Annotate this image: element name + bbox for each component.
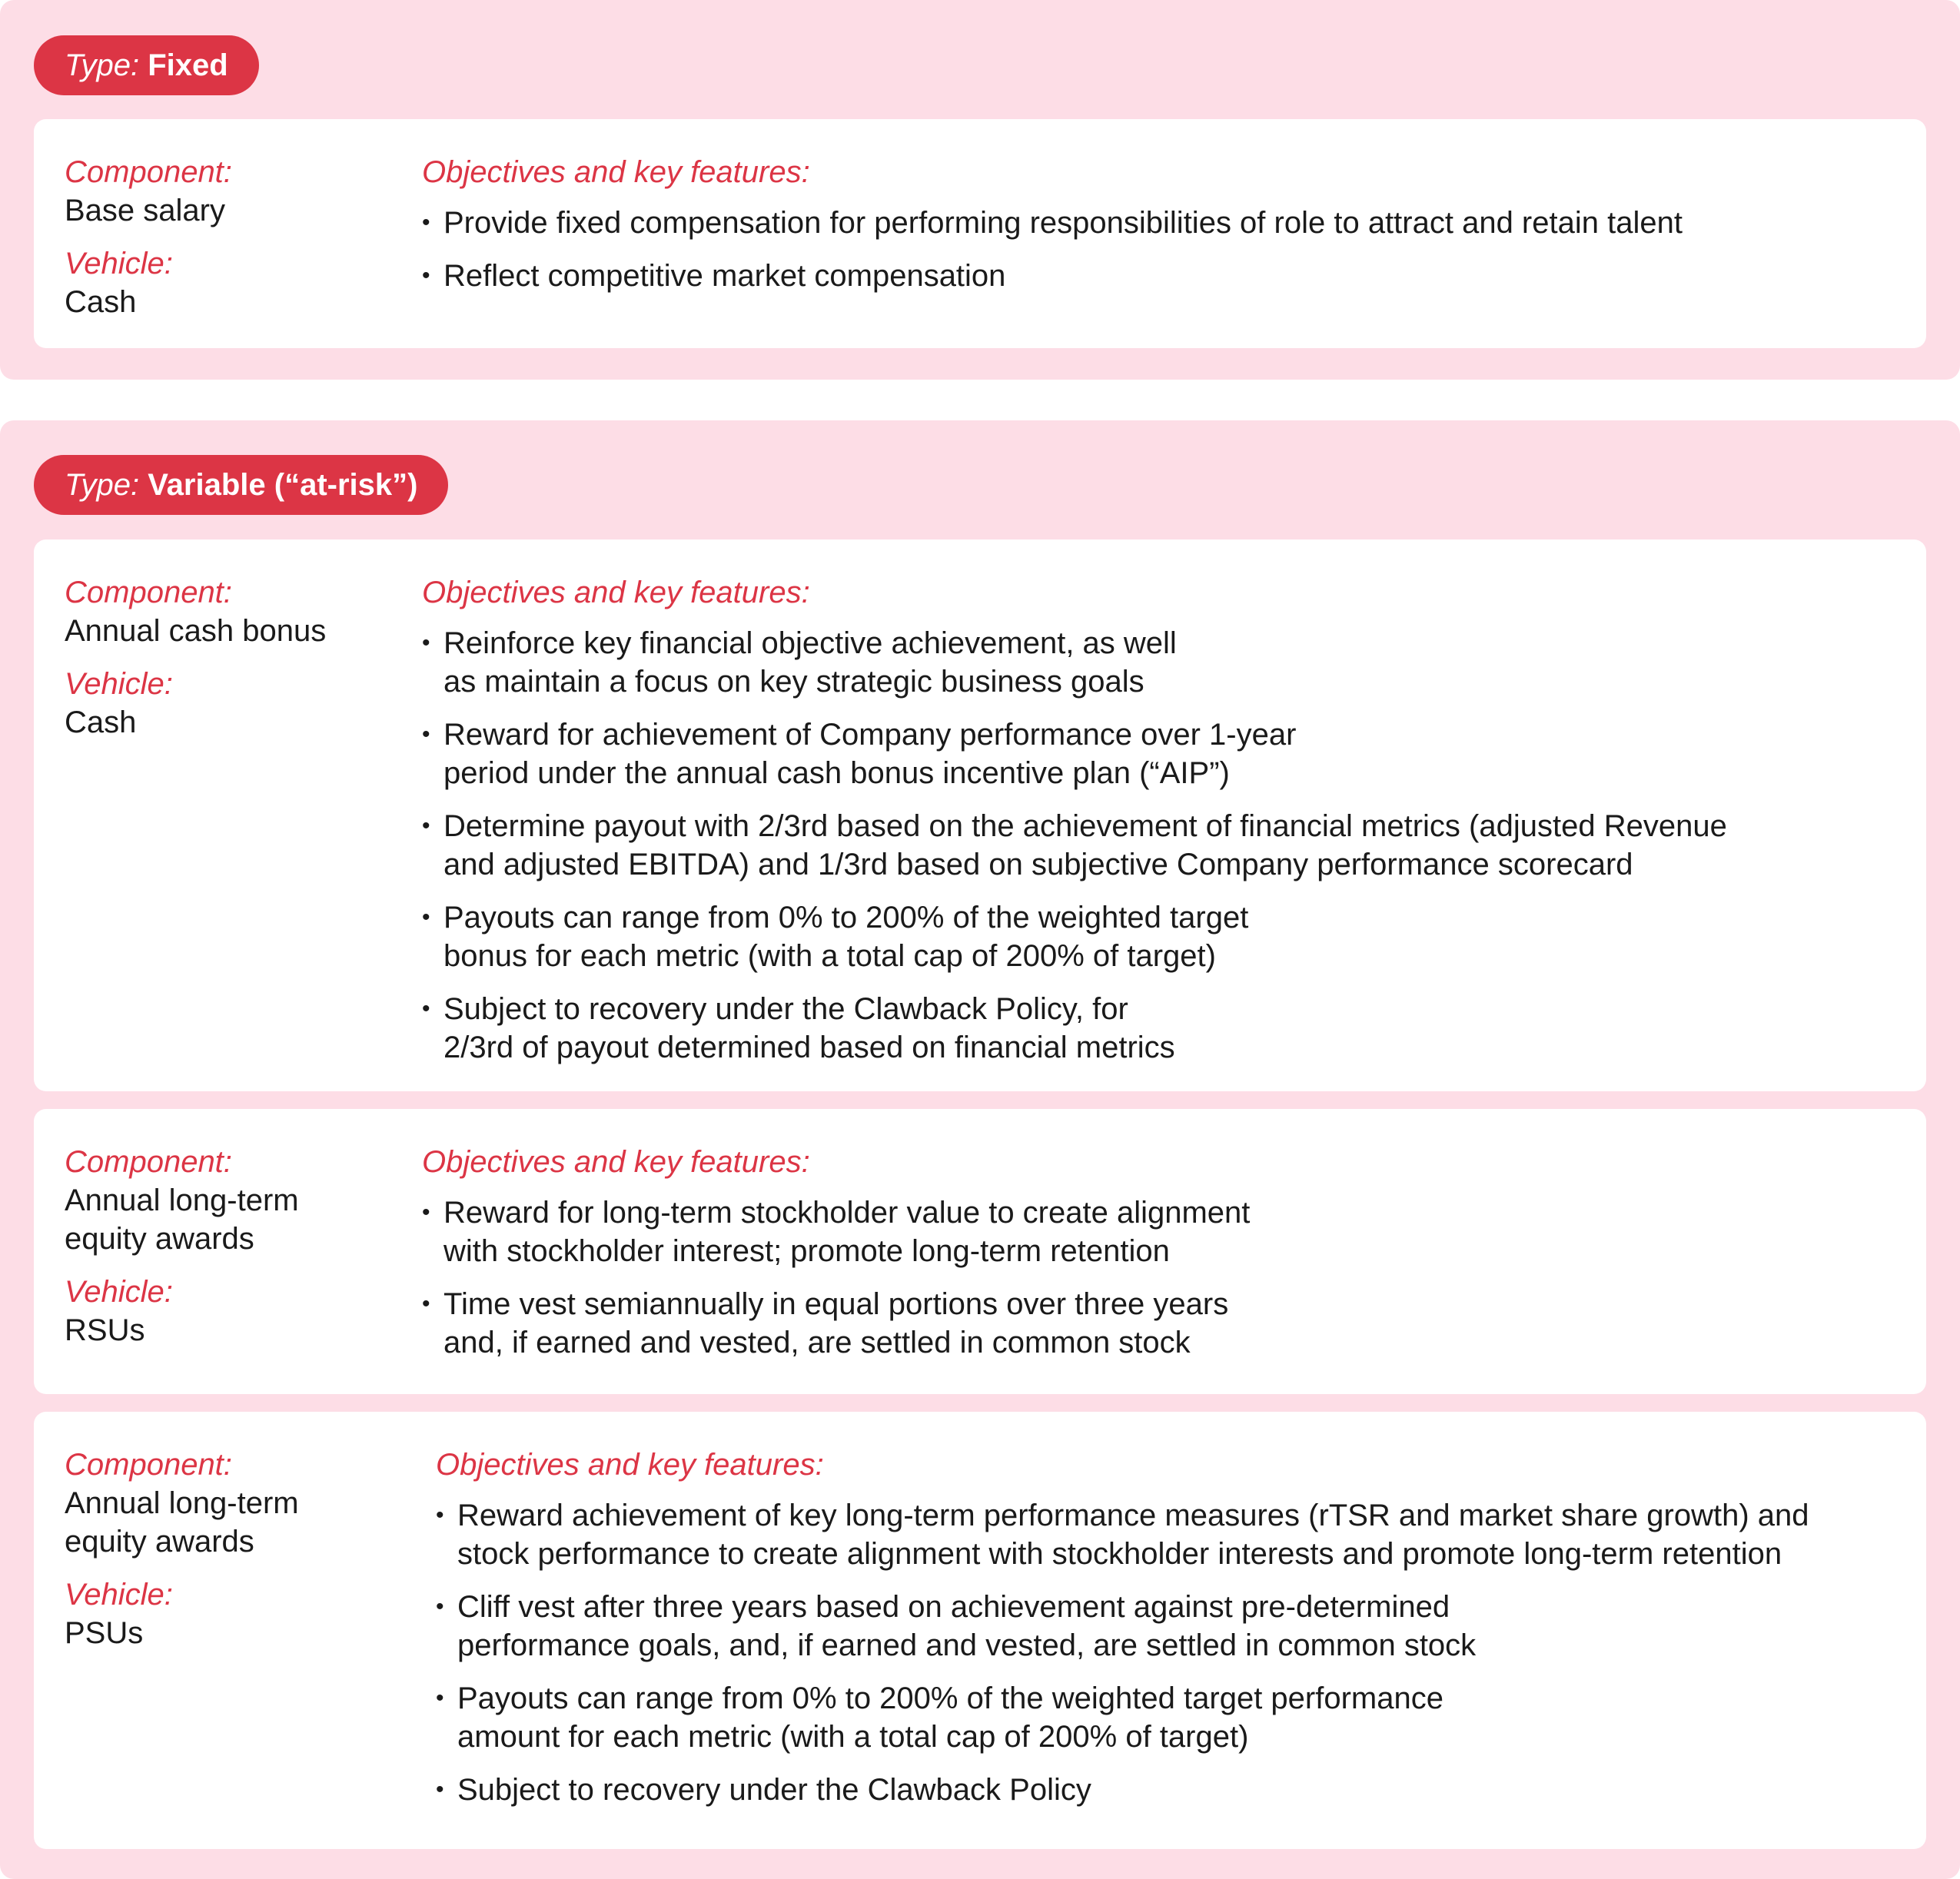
feature-item: • Payouts can range from 0% to 200% of the weighted target performance amount for each metric (with a total cap of 200% of target)	[436, 1679, 1958, 1756]
feature-item: • Determine payout with 2/3rd based on the achievement of financial metrics (adjusted Revenue and adjusted EBITDA) and 1/3rd based on subjective Company performance scorecard	[422, 807, 1944, 884]
features-list	[422, 624, 1944, 1067]
features-list	[436, 1496, 1958, 1809]
feature-item: • Provide fixed compensation for performing responsibilities of role to attract and retain talent	[422, 204, 1944, 242]
component-label: Component:	[65, 1145, 232, 1179]
type-value: Variable (“at-risk”)	[148, 468, 418, 502]
features-list	[422, 204, 1944, 295]
features-column	[422, 1143, 1944, 1376]
features-heading: Objectives and key features:	[422, 1145, 810, 1179]
component-card-rsus	[34, 1109, 1926, 1394]
vehicle-value: Cash	[65, 285, 137, 319]
vehicle-label: Vehicle:	[65, 1275, 173, 1309]
type-badge-variable	[34, 455, 448, 515]
component-info	[65, 1143, 387, 1364]
component-label: Component:	[65, 155, 232, 189]
features-column	[422, 153, 1944, 310]
vehicle-value: PSUs	[65, 1616, 144, 1650]
features-heading: Objectives and key features:	[422, 576, 810, 609]
feature-item: • Reinforce key financial objective achievement, as well as maintain a focus on key strategic business goals	[422, 624, 1944, 701]
component-value: Annual cash bonus	[65, 614, 327, 648]
component-value: Annual long-term equity awards	[65, 1486, 299, 1559]
component-card-base-salary	[34, 119, 1926, 348]
features-list	[422, 1193, 1944, 1362]
features-heading: Objectives and key features:	[422, 155, 810, 189]
feature-item: • Reflect competitive market compensation	[422, 257, 1944, 295]
component-info	[65, 573, 387, 756]
component-card-psus	[34, 1412, 1926, 1849]
component-info	[65, 153, 387, 336]
type-label: Type:	[65, 468, 140, 502]
feature-item: • Subject to recovery under the Clawback Policy	[436, 1771, 1958, 1809]
section-variable	[0, 420, 1960, 1879]
feature-item: • Payouts can range from 0% to 200% of the weighted target bonus for each metric (with a total cap of 200% of target)	[422, 898, 1944, 975]
feature-item: • Subject to recovery under the Clawback Policy, for 2/3rd of payout determined based on financial metrics	[422, 990, 1944, 1067]
features-column	[436, 1446, 1958, 1824]
component-value: Annual long-term equity awards	[65, 1184, 299, 1256]
type-badge-fixed	[34, 35, 259, 95]
features-column	[422, 573, 1944, 1081]
vehicle-label: Vehicle:	[65, 1578, 173, 1612]
type-value: Fixed	[148, 48, 228, 82]
feature-item: • Reward for achievement of Company performance over 1-year period under the annual cash bonus incentive plan (“AIP”)	[422, 715, 1944, 792]
feature-item: • Time vest semiannually in equal portions over three years and, if earned and vested, are settled in common stock	[422, 1285, 1944, 1362]
section-fixed	[0, 0, 1960, 380]
component-label: Component:	[65, 1448, 232, 1482]
component-value: Base salary	[65, 194, 225, 227]
vehicle-value: Cash	[65, 705, 137, 739]
vehicle-value: RSUs	[65, 1313, 145, 1347]
feature-item: • Reward for long-term stockholder value to create alignment with stockholder interest; promote long-term retention	[422, 1193, 1944, 1270]
vehicle-label: Vehicle:	[65, 667, 173, 701]
features-heading: Objectives and key features:	[436, 1448, 824, 1482]
type-label: Type:	[65, 48, 140, 82]
component-label: Component:	[65, 576, 232, 609]
feature-item: • Cliff vest after three years based on achievement against pre-determined performance goals, and, if earned and vested, are settled in common stock	[436, 1588, 1958, 1665]
component-card-annual-cash-bonus	[34, 539, 1926, 1091]
vehicle-label: Vehicle:	[65, 247, 173, 281]
feature-item: • Reward achievement of key long-term performance measures (rTSR and market share growth) and stock performance to create alignment with stockholder interests and promote long-term retention	[436, 1496, 1958, 1573]
component-info	[65, 1446, 387, 1667]
